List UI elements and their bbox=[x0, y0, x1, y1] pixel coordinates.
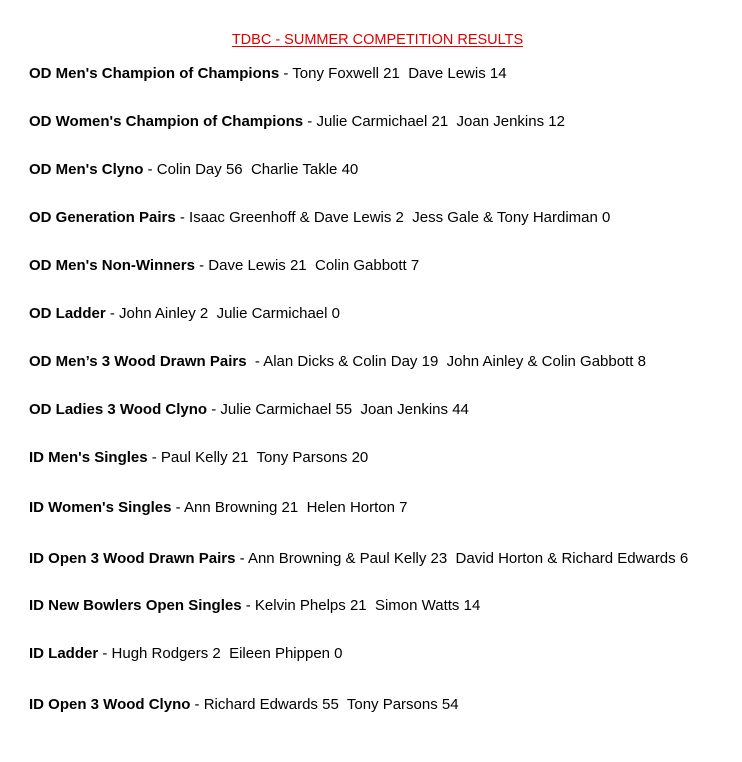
event-name: ID Men's Singles bbox=[29, 449, 148, 466]
event-name: ID Open 3 Wood Clyno bbox=[29, 696, 191, 713]
event-result: - Dave Lewis 21 Colin Gabbott 7 bbox=[194, 257, 420, 274]
result-line bbox=[29, 161, 358, 179]
event-result: - Isaac Greenhoff & Dave Lewis 2 Jess Gale & Tony Hardiman 0 bbox=[175, 209, 611, 226]
event-name: OD Ladder bbox=[29, 305, 106, 322]
event-name: OD Ladies 3 Wood Clyno bbox=[29, 401, 208, 418]
event-name: ID New Bowlers Open Singles bbox=[29, 597, 242, 614]
event-name: OD Men's Non-Winners bbox=[29, 257, 195, 274]
result-line bbox=[29, 353, 646, 371]
event-name: ID Open 3 Wood Drawn Pairs bbox=[29, 550, 236, 567]
event-result: - John Ainley 2 Julie Carmichael 0 bbox=[105, 305, 340, 322]
result-line bbox=[29, 401, 469, 419]
event-result: - Hugh Rodgers 2 Eileen Phippen 0 bbox=[98, 645, 343, 662]
event-name: ID Women's Singles bbox=[29, 499, 172, 516]
result-line bbox=[29, 209, 610, 227]
result-line bbox=[29, 550, 688, 568]
result-line bbox=[29, 113, 565, 131]
event-result: - Kelvin Phelps 21 Simon Watts 14 bbox=[241, 597, 481, 614]
event-result: - Julie Carmichael 55 Joan Jenkins 44 bbox=[207, 401, 469, 418]
result-line bbox=[29, 597, 480, 615]
event-result: - Ann Browning 21 Helen Horton 7 bbox=[171, 499, 408, 516]
event-name: OD Men's Clyno bbox=[29, 161, 144, 178]
result-line bbox=[29, 449, 368, 467]
event-result: - Colin Day 56 Charlie Takle 40 bbox=[143, 161, 359, 178]
event-name: OD Men's Champion of Champions bbox=[29, 65, 280, 82]
event-result: - Richard Edwards 55 Tony Parsons 54 bbox=[190, 696, 459, 713]
result-line bbox=[29, 257, 419, 275]
event-result: - Alan Dicks & Colin Day 19 John Ainley & Colin Gabbott 8 bbox=[246, 353, 646, 370]
result-line bbox=[29, 645, 343, 663]
event-result: - Julie Carmichael 21 Joan Jenkins 12 bbox=[303, 113, 565, 130]
result-line bbox=[29, 305, 340, 323]
event-name: OD Generation Pairs bbox=[29, 209, 176, 226]
document-title: TDBC - SUMMER COMPETITION RESULTS bbox=[231, 32, 524, 48]
result-line bbox=[29, 65, 507, 83]
event-result: - Tony Foxwell 21 Dave Lewis 14 bbox=[279, 65, 507, 82]
result-line bbox=[29, 499, 407, 517]
event-result: - Paul Kelly 21 Tony Parsons 20 bbox=[147, 449, 369, 466]
event-name: OD Men’s 3 Wood Drawn Pairs bbox=[29, 353, 247, 370]
event-result: - Ann Browning & Paul Kelly 23 David Horton & Richard Edwards 6 bbox=[235, 550, 689, 567]
event-name: ID Ladder bbox=[29, 645, 99, 662]
result-line bbox=[29, 696, 459, 714]
event-name: OD Women's Champion of Champions bbox=[29, 113, 304, 130]
